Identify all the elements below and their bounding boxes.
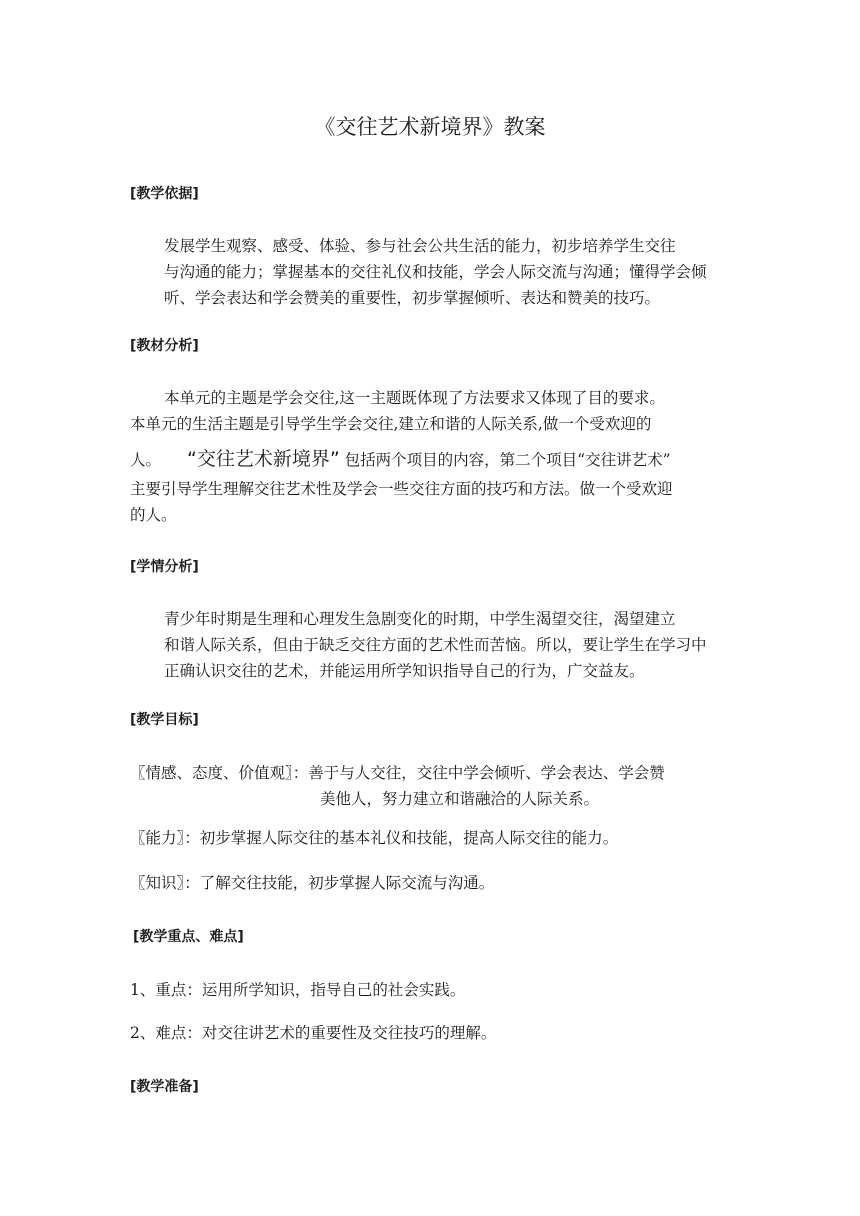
heading-teaching-goals: [教学目标] — [130, 712, 199, 728]
key-point: 1、重点：运用所学知识，指导自己的社会实践。 — [130, 981, 466, 999]
heading-material-analysis: [教材分析] — [130, 338, 199, 354]
text-line: 听、学会表达和学会赞美的重要性，初步掌握倾听、表达和赞美的技巧。 — [164, 289, 661, 307]
paragraph-material-analysis-cont — [130, 411, 732, 528]
paragraph-student-analysis — [130, 606, 732, 684]
text-line: 美他人，努力建立和谐融洽的人际关系。 — [320, 790, 600, 808]
heading-key-points: [教学重点、难点] — [133, 929, 244, 945]
goal-knowledge: 〖知识〗：了解交往技能，初步掌握人际交流与沟通。 — [130, 874, 495, 892]
text-line: 本单元的生活主题是引导学生学会交往,建立和谐的人际关系,做一个受欢迎的 — [130, 415, 652, 433]
goal-emotion — [130, 760, 732, 812]
heading-student-analysis: [学情分析] — [130, 559, 199, 575]
text-line: 正确认识交往的艺术，并能运用所学知识指导自己的行为，广交益友。 — [164, 662, 645, 680]
text-line — [130, 443, 732, 476]
text-line: 与沟通的能力；掌握基本的交往礼仪和技能，学会人际交流与沟通；懂得学会倾 — [164, 263, 707, 281]
text-segment: 包括两个项目的内容，第二个项目“交往讲艺术” — [344, 451, 671, 469]
text-line: 主要引导学生理解交往艺术性及学会一些交往方面的技巧和方法。做一个受欢迎 — [130, 480, 673, 498]
paragraph-material-analysis — [130, 385, 732, 411]
paragraph-teaching-basis — [130, 233, 732, 311]
text-line: 青少年时期是生理和心理发生急剧变化的时期，中学生渴望交往，渴望建立 — [164, 610, 676, 628]
heading-preparation: [教学准备] — [130, 1079, 199, 1095]
difficult-point: 2、难点：对交往讲艺术的重要性及交往技巧的理解。 — [130, 1024, 497, 1042]
text-line: 〖情感、态度、价值观〗：善于与人交往，交往中学会倾听、学会表达、学会赞 — [130, 764, 665, 782]
text-line: 的人。 — [130, 506, 177, 524]
heading-teaching-basis: [教学依据] — [130, 186, 199, 202]
document-title: 《交往艺术新境界》教案 — [314, 115, 546, 139]
text-segment: 人。 — [130, 451, 162, 469]
text-line: 本单元的主题是学会交往,这一主题既体现了方法要求又体现了目的要求。 — [164, 389, 665, 407]
emphasized-title: “交往艺术新境界” — [187, 448, 340, 470]
goal-ability: 〖能力〗：初步掌握人际交往的基本礼仪和技能，提高人际交往的能力。 — [130, 829, 619, 847]
text-line: 和谐人际关系，但由于缺乏交往方面的艺术性而苦恼。所以，要让学生在学习中 — [164, 636, 707, 654]
text-line: 发展学生观察、感受、体验、参与社会公共生活的能力，初步培养学生交往 — [164, 237, 676, 255]
